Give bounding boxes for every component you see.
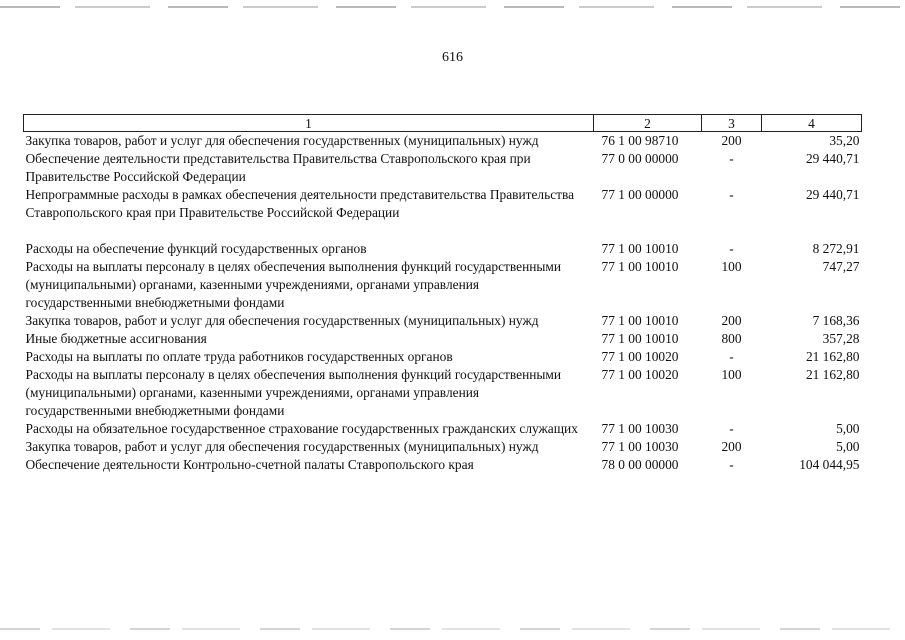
row-amount: 747,27: [822, 259, 860, 274]
row-name: Закупка товаров, работ и услуг для обеспечения государственных (муниципальных) нужд: [25, 439, 539, 454]
table-row: [24, 438, 862, 456]
row-amount: 29 440,71: [805, 151, 860, 166]
page-number: 616: [442, 50, 463, 65]
table-row: [24, 312, 862, 330]
table-row: [24, 240, 862, 258]
row-code: 77 1 00 10010: [601, 259, 679, 274]
row-name: Расходы на выплаты персоналу в целях обеспечения выполнения функций государственными (муниципальными) органами, казенными учреждениями, органами управления государственными внебюджетными фондами: [25, 367, 562, 418]
row-amount: 35,20: [829, 133, 860, 148]
row-amount: 7 168,36: [812, 313, 860, 328]
scan-artifact-top: [0, 6, 905, 8]
row-amount: 29 440,71: [805, 187, 860, 202]
table-header-row: [24, 115, 862, 132]
row-code: 77 1 00 00000: [601, 187, 679, 202]
row-code: 77 1 00 10010: [601, 331, 679, 346]
row-name: Расходы на выплаты по оплате труда работников государственных органов: [25, 349, 453, 364]
row-expense-type: 200: [721, 439, 742, 454]
row-code: 77 1 00 10010: [601, 313, 679, 328]
table-row: [24, 456, 862, 474]
row-amount: 357,28: [822, 331, 860, 346]
row-expense-type: 200: [721, 313, 742, 328]
row-expense-type: -: [729, 151, 734, 166]
row-expense-type: -: [729, 349, 734, 364]
row-name: Закупка товаров, работ и услуг для обеспечения государственных (муниципальных) нужд: [25, 313, 539, 328]
table-row: [24, 348, 862, 366]
row-code: 77 1 00 10020: [601, 349, 679, 364]
row-expense-type: 100: [721, 259, 742, 274]
row-code: 78 0 00 00000: [601, 457, 679, 472]
table-row: [24, 150, 862, 186]
table-row: [24, 330, 862, 348]
spacer-cell: [24, 222, 594, 240]
row-code: 77 1 00 10030: [601, 439, 679, 454]
table-row: [24, 420, 862, 438]
row-code: 77 1 00 10030: [601, 421, 679, 436]
row-amount: 5,00: [836, 439, 860, 454]
row-name: Иные бюджетные ассигнования: [25, 331, 207, 346]
row-amount: 5,00: [836, 421, 860, 436]
spacer-cell: [594, 222, 702, 240]
row-name: Расходы на обязательное государственное страхование государственных гражданских служащих: [25, 421, 578, 436]
table-row: [24, 132, 862, 151]
header-col-1: 1: [24, 115, 594, 132]
table-row: [24, 186, 862, 222]
row-expense-type: -: [729, 241, 734, 256]
budget-table: [23, 114, 862, 474]
header-col-4: 4: [762, 115, 862, 132]
row-name: Расходы на обеспечение функций государственных органов: [25, 241, 367, 256]
row-code: 76 1 00 98710: [601, 133, 679, 148]
row-expense-type: -: [729, 421, 734, 436]
budget-table-container: [23, 114, 861, 474]
row-name: Непрограммные расходы в рамках обеспечения деятельности представительства Правительства Ставропольского края при Правительстве Российской Федерации: [25, 187, 575, 220]
header-col-2: 2: [594, 115, 702, 132]
row-code: 77 0 00 00000: [601, 151, 679, 166]
row-code: 77 1 00 10010: [601, 241, 679, 256]
table-spacer-row: [24, 222, 862, 240]
header-col-3: 3: [702, 115, 762, 132]
row-amount: 104 044,95: [799, 457, 860, 472]
row-name: Закупка товаров, работ и услуг для обеспечения государственных (муниципальных) нужд: [25, 133, 539, 148]
row-amount: 21 162,80: [805, 367, 860, 382]
row-expense-type: 200: [721, 133, 742, 148]
row-expense-type: 800: [721, 331, 742, 346]
row-expense-type: 100: [721, 367, 742, 382]
row-name: Расходы на выплаты персоналу в целях обеспечения выполнения функций государственными (муниципальными) органами, казенными учреждениями, органами управления государственными внебюджетными фондами: [25, 259, 562, 310]
row-expense-type: -: [729, 187, 734, 202]
row-amount: 21 162,80: [805, 349, 860, 364]
row-amount: 8 272,91: [812, 241, 860, 256]
spacer-cell: [762, 222, 862, 240]
row-name: Обеспечение деятельности представительства Правительства Ставропольского края при Правительстве Российской Федерации: [25, 151, 531, 184]
spacer-cell: [702, 222, 762, 240]
table-row: [24, 258, 862, 312]
row-code: 77 1 00 10020: [601, 367, 679, 382]
scan-artifact-bottom: [0, 628, 905, 630]
row-name: Обеспечение деятельности Контрольно-счетной палаты Ставропольского края: [25, 457, 474, 472]
table-row: [24, 366, 862, 420]
row-expense-type: -: [729, 457, 734, 472]
